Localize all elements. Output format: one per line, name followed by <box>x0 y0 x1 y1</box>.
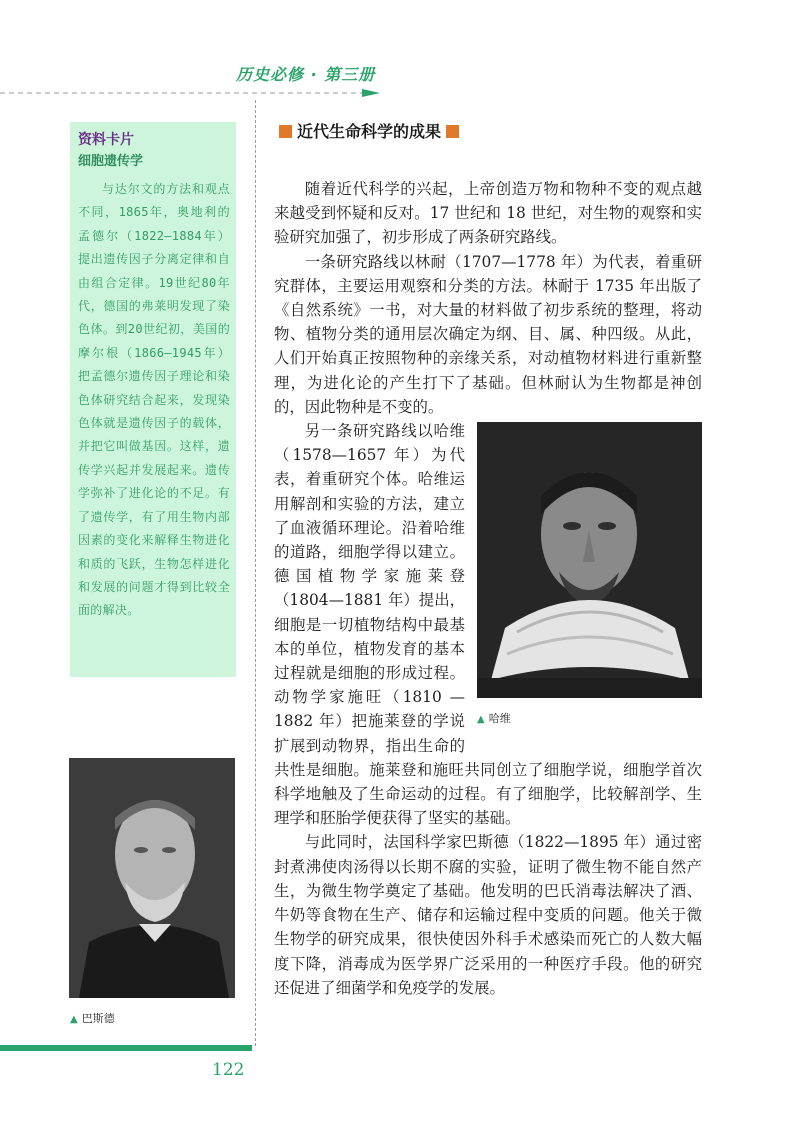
card-text: 与达尔文的方法和观点不同，1865年，奥地利的孟德尔（1822—1884年）提出遗传因子分离定律和自由组合定律。19世纪80年代，德国的弗莱明发现了染色体。到20世纪初，美国的摩尔根（1866—1945年）把孟德尔遗传因子理论和染色体研究结合起来，发现染色体就是遗传因子的载体，并把它叫做基因。这样，遗传学兴起并发展起来。遗传学弥补了进化论的不足。有了遗传学，有了用生物内部因素的变化来解释生物进化和质的飞跃，生物怎样进化和发展的问题才得到比较全面的解决。 <box>78 182 230 618</box>
pasteur-caption: ▲ 巴斯德 <box>70 1012 115 1025</box>
page-number: 122 <box>212 1060 245 1080</box>
arrow-icon <box>362 89 380 97</box>
info-card <box>70 122 236 677</box>
footer-bar <box>0 1045 252 1051</box>
section-heading <box>274 120 464 144</box>
pasteur-portrait <box>69 758 235 998</box>
main-text <box>274 177 702 1000</box>
column-divider <box>255 100 256 1046</box>
card-subtitle: 细胞遗传学 <box>78 154 144 169</box>
book-title: 历史必修 · 第三册 <box>236 65 376 84</box>
section-heading-text: 近代生命科学的成果 <box>297 122 442 141</box>
header-rule <box>0 88 800 100</box>
paragraph: 随着近代科学的兴起，上帝创造万物和物种不变的观点越来越受到怀疑和反对。17 世纪和 18 世纪，对生物的观察和实验研究加强了，初步形成了两条研究路线。 <box>274 180 702 247</box>
card-title: 资料卡片 <box>78 132 134 148</box>
square-bullet-icon <box>446 125 459 138</box>
paragraph: 另一条研究路线以哈维（1578—1657 年）为代表，着重研究个体。哈维运用解剖和实验的方法，建立了血液循环理论。沿着哈维的道路，细胞学得以建立。德国植物学家施莱登（1804—1881 年）提出，细胞是一切植物结构中最基本的单位，植物发育的基本过程就是细胞的形成过程。动物学家施旺（1810 —1882 年）把施莱登的学说扩展到动物界，指出生命的共性是细胞。施莱登和施旺共同创立了细胞学说，细胞学首次科学地触及了生命运动的过程。有了细胞学，比较解剖学、生理学和胚胎学便获得了坚实的基础。 <box>274 422 702 828</box>
harvey-figure <box>477 422 702 746</box>
square-bullet-icon <box>279 125 292 138</box>
triangle-bullet-icon: ▲ <box>70 1014 78 1025</box>
harvey-caption: ▲ 哈维 <box>477 712 511 726</box>
paragraph: 一条研究路线以林耐（1707—1778 年）为代表，着重研究群体，主要运用观察和分类的方法。林耐于 1735 年出版了《自然系统》一书，对大量的材料做了初步系统的整理，将动物、植物分类的通用层次确定为纲、目、属、种四级。从此，人们开始真正按照物种的亲缘关系，对动植物材料进行重新整理，为进化论的产生打下了基础。但林耐认为生物都是神创的，因此物种是不变的。 <box>274 252 702 416</box>
paragraph: 与此同时，法国科学家巴斯德（1822—1895 年）通过密封煮沸使肉汤得以长期不腐的实验，证明了微生物不能自然产生，为微生物学奠定了基础。他发明的巴氏消毒法解决了酒、牛奶等食物在生产、储存和运输过程中变质的问题。他关于微生物学的研究成果，很快使因外科手术感染而死亡的人数大幅度下降，消毒成为医学界广泛采用的一种医疗手段。他的研究还促进了细菌学和免疫学的发展。 <box>274 833 702 997</box>
triangle-bullet-icon: ▲ <box>477 714 485 726</box>
harvey-portrait <box>477 422 702 698</box>
